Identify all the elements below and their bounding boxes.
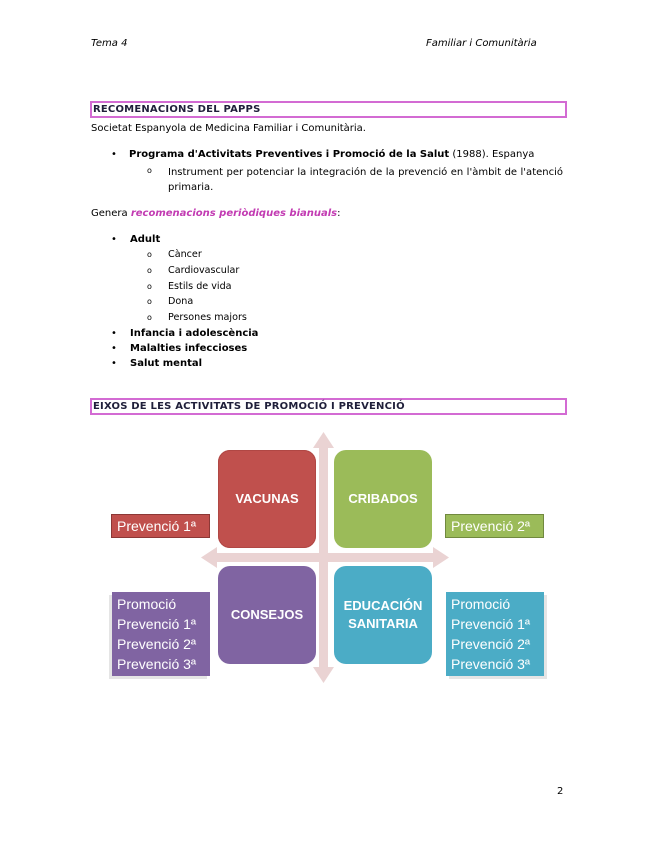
group-item: Malalties infeccioses <box>130 343 248 354</box>
educacion-box <box>334 566 432 664</box>
bullet-icon: • <box>111 343 117 354</box>
left-bottom-label-box <box>112 592 210 676</box>
sub-bullet-icon: o <box>147 297 152 306</box>
adult-item: Càncer <box>168 249 202 260</box>
prevencio-2-label: Prevenció 2ª <box>445 514 544 538</box>
right-bottom-line: Prevenció 2ª <box>451 636 531 652</box>
genera-highlight: recomenacions periòdiques bianuals <box>130 208 338 219</box>
cribados-box: CRIBADOS <box>334 450 432 548</box>
society-text: Societat Espanyola de Medicina Familiar i Comunitària. <box>91 123 366 134</box>
bullet-icon: • <box>111 358 117 369</box>
vacunas-box: VACUNAS <box>218 450 316 548</box>
left-bottom-line: Prevenció 3ª <box>117 656 197 672</box>
section-title-eixos: EIXOS DE LES ACTIVITATS DE PROMOCIÓ I PREVENCIÓ <box>90 398 567 415</box>
instrument-text: Instrument per potenciar la integración de la prevenció en l'àmbit de l'atenció primaria. <box>168 167 563 193</box>
left-bottom-line: Promoció <box>117 596 177 612</box>
sub-bullet-icon: o <box>147 282 152 291</box>
educacion-line1: EDUCACIÓN <box>343 598 423 613</box>
educacion-line2: SANITARIA <box>348 616 418 631</box>
program-title: Programa d'Activitats Preventives i Promoció de la Salut <box>129 149 450 160</box>
right-bottom-label-box <box>446 592 544 676</box>
genera-suffix: : <box>337 208 341 219</box>
right-bottom-line: Promoció <box>451 596 511 612</box>
bullet-icon: • <box>111 328 117 339</box>
program-line <box>129 149 534 160</box>
header-right: Familiar i Comunitària <box>426 38 537 49</box>
group-item: Salut mental <box>130 358 203 369</box>
bullet-icon: • <box>111 234 117 245</box>
genera-line <box>91 208 341 219</box>
page-number: 2 <box>557 786 564 797</box>
bullet-icon: • <box>111 149 117 160</box>
section-title-papps: RECOMENACIONS DEL PAPPS <box>90 101 567 118</box>
group-item: Infancia i adolescència <box>130 328 259 339</box>
sub-bullet-icon: o <box>147 266 152 275</box>
left-bottom-line: Prevenció 2ª <box>117 636 197 652</box>
consejos-box: CONSEJOS <box>218 566 316 664</box>
adult-item: Cardiovascular <box>168 265 240 276</box>
right-bottom-line: Prevenció 3ª <box>451 656 531 672</box>
genera-prefix: Genera <box>91 208 131 219</box>
program-year: (1988). Espanya <box>449 149 535 160</box>
sub-bullet-icon: o <box>147 166 152 175</box>
header-left: Tema 4 <box>91 38 128 49</box>
adult-item: Persones majors <box>168 312 247 323</box>
right-bottom-line: Prevenció 1ª <box>451 616 531 632</box>
prevencio-1-label: Prevenció 1ª <box>111 514 210 538</box>
adult-item: Estils de vida <box>168 281 232 292</box>
left-bottom-line: Prevenció 1ª <box>117 616 197 632</box>
sub-bullet-icon: o <box>147 313 152 322</box>
adult-item: Dona <box>168 296 194 307</box>
adult-label: Adult <box>130 234 161 245</box>
sub-bullet-icon: o <box>147 250 152 259</box>
